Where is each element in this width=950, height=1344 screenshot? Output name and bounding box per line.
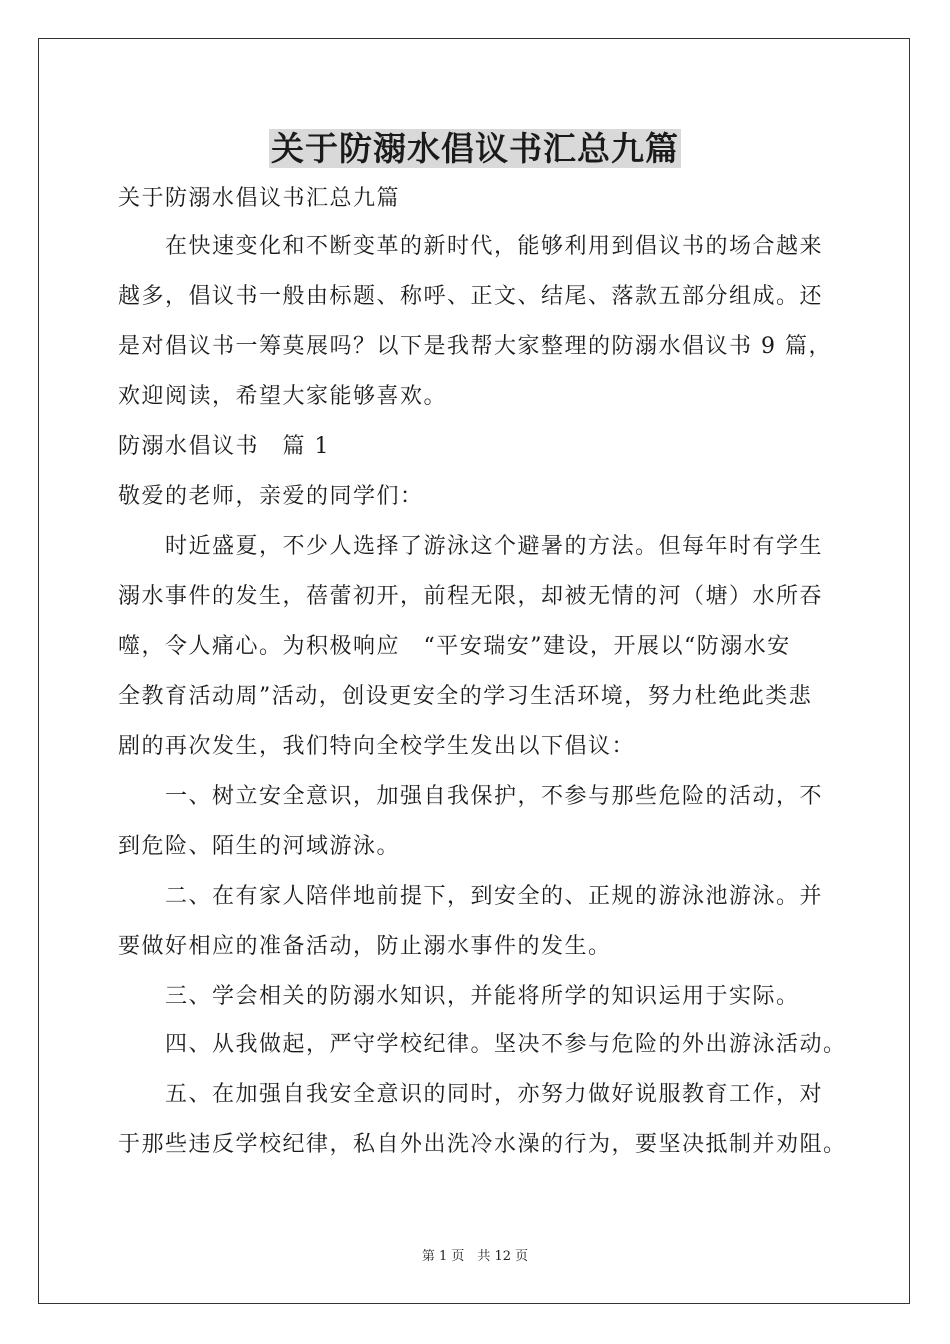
document-line-8: 时近盛夏，不少人选择了游泳这个避暑的方法。但每年时有学生 xyxy=(118,534,824,559)
document-line-10: 噬，令人痛心。为积极响应 “平安瑞安”建设，开展以“防溺水安 xyxy=(118,634,791,659)
document-line-9: 溺水事件的发生，蓓蕾初开，前程无限，却被无情的河（塘）水所吞 xyxy=(118,584,824,609)
document-line-19: 五、在加强自我安全意识的同时，亦努力做好说服教育工作，对 xyxy=(118,1082,824,1107)
document-line-4: 是对倡议书一筹莫展吗？以下是我帮大家整理的防溺水倡议书 9 篇， xyxy=(118,334,832,359)
document-line-14: 到危险、陌生的河域游泳。 xyxy=(118,834,401,859)
page-border xyxy=(38,38,910,1304)
page-footer: 第 1 页 共 12 页 xyxy=(421,1249,529,1264)
document-line-2: 在快速变化和不断变革的新时代，能够利用到倡议书的场合越来 xyxy=(118,234,824,259)
document-line-11: 全教育活动周”活动，创设更安全的学习生活环境，努力杜绝此类悲 xyxy=(118,684,813,709)
document-line-17: 三、学会相关的防溺水知识，并能将所学的知识运用于实际。 xyxy=(118,984,800,1009)
document-line-1: 关于防溺水倡议书汇总九篇 xyxy=(118,186,401,211)
document-line-18: 四、从我做起，严守学校纪律。坚决不参与危险的外出游泳活动。 xyxy=(118,1032,847,1057)
document-line-20: 于那些违反学校纪律，私自外出洗冷水澡的行为，要坚决抵制并劝阻。 xyxy=(118,1132,847,1157)
document-line-15: 二、在有家人陪伴地前提下，到安全的、正规的游泳池游泳。并 xyxy=(118,884,824,909)
document-line-5: 欢迎阅读，希望大家能够喜欢。 xyxy=(118,384,448,409)
salutation: 敬爱的老师，亲爱的同学们： xyxy=(118,484,424,509)
section-heading: 防溺水倡议书 篇 1 xyxy=(118,434,330,459)
document-line-3: 越多，倡议书一般由标题、称呼、正文、结尾、落款五部分组成。还 xyxy=(118,284,824,309)
document-line-12: 剧的再次发生，我们特向全校学生发出以下倡议： xyxy=(118,734,636,759)
document-title-text: 关于防溺水倡议书汇总九篇 xyxy=(271,129,679,168)
document-line-16: 要做好相应的准备活动，防止溺水事件的发生。 xyxy=(118,934,612,959)
document-title xyxy=(0,126,950,172)
document-line-13: 一、树立安全意识，加强自我保护，不参与那些危险的活动，不 xyxy=(118,784,824,809)
